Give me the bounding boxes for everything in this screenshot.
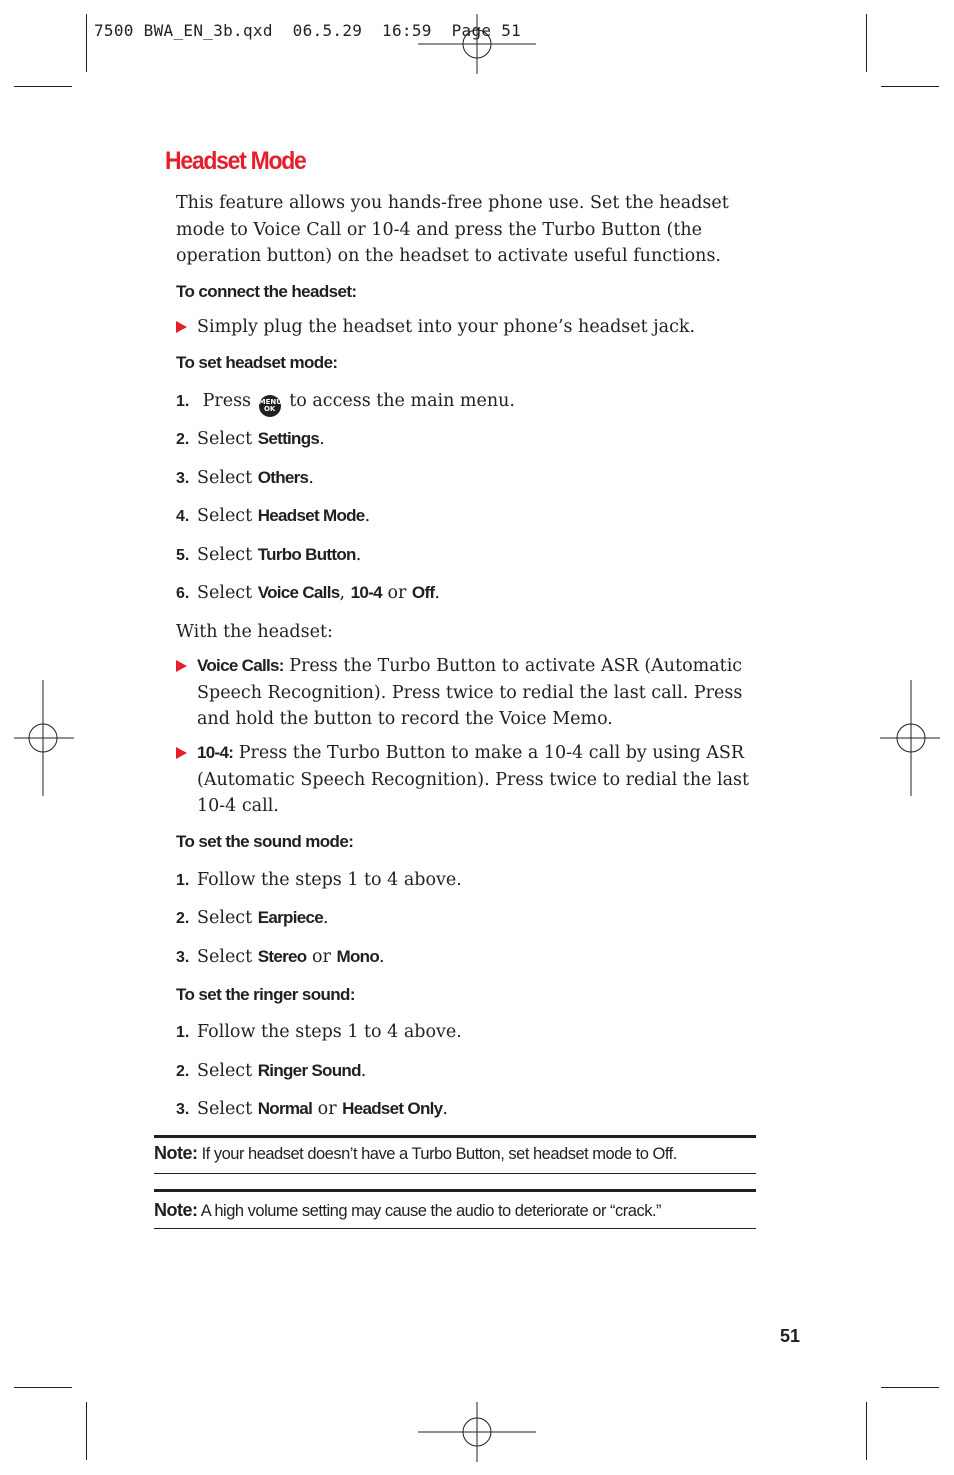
with-headset-label: With the headset: — [176, 622, 333, 642]
step-text: Select — [197, 583, 253, 603]
step-text: to access the main menu. — [289, 391, 515, 411]
step-number: 2. — [176, 1063, 190, 1080]
bullet-keyword: 10-4: — [197, 743, 234, 762]
menu-option-normal: Normal — [257, 1099, 313, 1118]
ringer-step-3 — [176, 1099, 448, 1119]
registration-mark-right-icon — [880, 680, 940, 796]
bullet-text: Simply plug the headset into your phone’s headset jack. — [197, 317, 696, 337]
step-punct: . — [355, 545, 362, 565]
connect-heading: To connect the headset: — [176, 282, 357, 301]
intro-paragraph: This feature allows you hands-free phone use. Set the headset mode to Voice Call or 10-4 and press the Turbo Button (the operation button) on the headset to activate useful functions. — [176, 193, 729, 266]
step-text: Press — [202, 391, 252, 411]
mode-heading: To set headset mode: — [176, 353, 338, 372]
step-text: Follow the steps 1 to 4 above. — [197, 870, 462, 890]
step-text: Select — [197, 506, 253, 526]
step-number: 4. — [176, 508, 190, 525]
step-text: Select — [197, 1099, 253, 1119]
menu-option-ringer-sound: Ringer Sound — [257, 1061, 361, 1080]
bullet-text-wrap — [197, 653, 756, 733]
note-text: A high volume setting may cause the audio to deteriorate or “crack.” — [200, 1202, 662, 1220]
menu-option-10-4: 10-4 — [350, 583, 382, 602]
step-number: 3. — [176, 949, 190, 966]
step-number: 1. — [176, 1024, 190, 1041]
step-punct: . — [319, 429, 325, 449]
step-text: or — [387, 583, 407, 603]
mode-step-5 — [176, 545, 361, 565]
mode-step-3 — [176, 468, 314, 488]
page-title: Headset Mode — [165, 147, 306, 175]
menu-key-label: MENU — [258, 398, 282, 406]
crop-mark-bottom-right-h — [881, 1387, 939, 1388]
bullet-arrow-icon — [176, 321, 187, 333]
step-text: Select — [197, 468, 253, 488]
note-label: Note: — [154, 1143, 198, 1163]
voice-calls-bullet — [176, 653, 756, 733]
ten-four-bullet — [176, 740, 756, 820]
menu-option-off: Off — [411, 583, 435, 602]
sound-heading: To set the sound mode: — [176, 832, 354, 851]
note-turbo-button — [154, 1135, 756, 1174]
step-punct: . — [442, 1099, 448, 1119]
registration-mark-left-icon — [14, 680, 74, 796]
menu-option-voice-calls: Voice Calls — [257, 583, 340, 602]
mode-step-2 — [176, 429, 325, 449]
menu-option-stereo: Stereo — [257, 947, 307, 966]
step-text: or — [317, 1099, 337, 1119]
menu-option-settings: Settings — [257, 429, 320, 448]
menu-option-earpiece: Earpiece — [257, 908, 323, 927]
step-text: Select — [197, 545, 253, 565]
crop-mark-bottom-left-v — [86, 1402, 87, 1460]
bullet-text: Press the Turbo Button to activate ASR (Automatic Speech Recognition). Press twice to redial the last call. Press and hold the button to record the Voice Memo. — [197, 656, 743, 729]
crop-mark-top-right-v — [866, 14, 867, 72]
ringer-heading: To set the ringer sound: — [176, 985, 355, 1004]
ringer-step-2 — [176, 1061, 366, 1081]
step-punct: , — [339, 583, 346, 603]
step-text: Select — [197, 1061, 253, 1081]
step-punct: . — [434, 583, 440, 603]
step-number: 2. — [176, 431, 190, 448]
note-label: Note: — [154, 1200, 198, 1220]
page-number: 51 — [780, 1326, 801, 1346]
ringer-step-1 — [176, 1022, 462, 1042]
note-text: If your headset doesn’t have a Turbo Button, set headset mode to Off. — [201, 1145, 677, 1163]
step-text: Select — [197, 947, 253, 967]
note-volume — [154, 1189, 756, 1229]
menu-option-turbo-button: Turbo Button — [257, 545, 356, 564]
bullet-text: Press the Turbo Button to make a 10-4 call by using ASR (Automatic Speech Recognition). Press twice to redial the last 10-4 call. — [197, 743, 750, 816]
step-punct: . — [379, 947, 385, 967]
step-punct: . — [308, 468, 314, 488]
crop-mark-top-left-h — [14, 86, 72, 87]
step-number: 6. — [176, 585, 190, 602]
mode-step-6 — [176, 583, 440, 603]
connect-bullet — [176, 314, 756, 341]
sound-step-2 — [176, 908, 329, 928]
bullet-text-wrap — [197, 740, 756, 820]
step-text: or — [312, 947, 331, 967]
step-number: 1. — [176, 872, 190, 889]
step-punct: . — [323, 908, 329, 928]
crop-mark-bottom-left-h — [14, 1387, 72, 1388]
ok-key-label: OK — [263, 405, 276, 413]
print-slug: 7500 BWA_EN_3b.qxd 06.5.29 16:59 Page 51 — [94, 21, 522, 40]
step-number: 1. — [176, 393, 190, 410]
step-punct: . — [364, 506, 371, 526]
step-number: 3. — [176, 1101, 190, 1118]
bullet-keyword: Voice Calls: — [197, 656, 284, 675]
crop-mark-bottom-right-v — [866, 1402, 867, 1460]
sound-step-3 — [176, 947, 385, 967]
step-text: Select — [197, 429, 253, 449]
mode-step-1 — [176, 391, 515, 417]
menu-option-others: Others — [257, 468, 309, 487]
menu-ok-key-icon — [259, 395, 281, 417]
step-number: 2. — [176, 910, 190, 927]
step-punct: . — [360, 1061, 367, 1081]
menu-option-headset-only: Headset Only — [342, 1099, 443, 1118]
registration-mark-bottom-icon — [418, 1402, 536, 1462]
crop-mark-top-left-v — [86, 14, 87, 72]
mode-step-4 — [176, 506, 370, 526]
menu-option-mono: Mono — [336, 947, 380, 966]
crop-mark-top-right-h — [881, 86, 939, 87]
sound-step-1 — [176, 870, 462, 890]
bullet-arrow-icon — [176, 660, 187, 672]
step-number: 3. — [176, 470, 190, 487]
bullet-arrow-icon — [176, 747, 187, 759]
step-text: Follow the steps 1 to 4 above. — [197, 1022, 462, 1042]
step-number: 5. — [176, 547, 190, 564]
menu-option-headset-mode: Headset Mode — [257, 506, 365, 525]
step-text: Select — [197, 908, 253, 928]
